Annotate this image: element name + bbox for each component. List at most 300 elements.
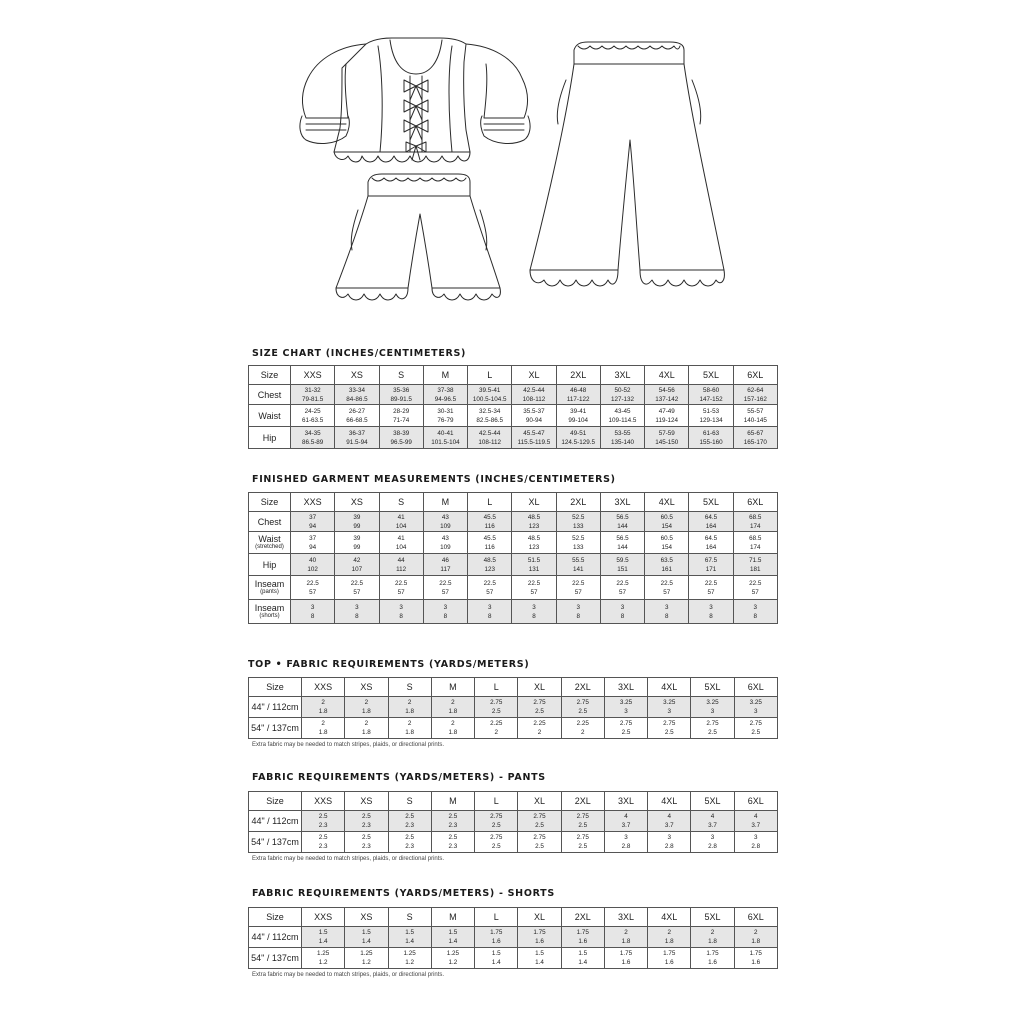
table-cell: [431, 718, 474, 739]
cell-values: [518, 949, 560, 967]
table-cell: [689, 427, 733, 449]
cell-values: [335, 603, 378, 621]
cell-values: [734, 603, 777, 621]
table-cell: [335, 385, 379, 405]
cm-value: 3.7: [751, 822, 761, 829]
inches-value: 1.5: [491, 950, 501, 957]
cm-value: 86.5-89: [301, 438, 324, 446]
cell-values: [380, 407, 423, 425]
table-cell: [561, 697, 604, 718]
cm-value: 1.8: [318, 729, 328, 736]
inches-value: 2.75: [490, 834, 503, 841]
cell-values: [645, 603, 688, 621]
inches-value: 51.5: [527, 556, 541, 564]
inches-value: 2.5: [362, 813, 371, 820]
inches-value: 2.75: [619, 720, 633, 727]
cm-value: 1.8: [621, 938, 631, 945]
size-column-header: XL: [518, 678, 561, 697]
cell-values: [605, 812, 647, 830]
cm-value: 131: [528, 565, 540, 573]
cell-values: [424, 407, 467, 425]
inches-value: 45.5-47: [523, 429, 545, 437]
inches-value: 48.5: [527, 513, 541, 521]
row-label-text: 54" / 137cm: [251, 723, 299, 733]
row-label-sub: (shorts): [259, 613, 280, 619]
table-cell: [600, 532, 644, 554]
size-column-header: 2XL: [561, 678, 604, 697]
cm-value: 119-124: [655, 416, 679, 424]
table-cell: [388, 832, 431, 853]
inches-value: 50-52: [614, 386, 631, 394]
size-header-label: Size: [249, 678, 302, 697]
cm-value: 2.5: [578, 843, 588, 850]
table-row: [249, 554, 778, 576]
cell-values: [605, 833, 647, 851]
cell-values: [380, 386, 423, 404]
table-row: [249, 427, 778, 449]
cm-value: 8: [709, 612, 713, 620]
inches-value: 3: [310, 603, 315, 611]
size-column-header: 5XL: [689, 366, 733, 385]
cm-value: 174: [750, 522, 761, 530]
cell-values: [389, 719, 431, 737]
table-cell: [379, 405, 423, 427]
cell-values: [468, 534, 511, 552]
row-label: [249, 554, 291, 576]
inches-value: 1.75: [619, 950, 633, 957]
table-cell: [468, 427, 512, 449]
inches-value: 41: [397, 513, 405, 521]
inches-value: 60.5: [660, 513, 673, 521]
table-cell: [423, 554, 467, 576]
cm-value: 8: [399, 612, 403, 620]
inches-value: 37: [309, 534, 317, 542]
size-column-header: L: [468, 493, 512, 512]
inches-value: 22.5: [350, 579, 364, 587]
inches-value: 68.5: [749, 534, 762, 542]
table-cell: [645, 405, 689, 427]
inches-value: 56.5: [616, 513, 629, 521]
table-cell: [388, 718, 431, 739]
inches-value: 22.5: [483, 579, 496, 587]
cm-value: 102: [307, 565, 318, 573]
cell-values: [512, 407, 555, 425]
cell-values: [562, 833, 604, 851]
cell-values: [345, 719, 387, 737]
size-column-header: 6XL: [733, 366, 777, 385]
inches-value: 22.5: [439, 579, 452, 587]
cell-values: [648, 949, 690, 967]
cm-value: 109-114.5: [608, 416, 637, 424]
size-column-header: XXS: [302, 908, 345, 927]
table-cell: [512, 427, 556, 449]
cm-value: 144: [617, 522, 628, 530]
inches-value: 40-41: [437, 429, 454, 437]
cm-value: 100.5-104.5: [472, 395, 507, 403]
table-cell: [600, 576, 644, 600]
cell-values: [345, 812, 387, 830]
cm-value: 91.5-94: [346, 438, 368, 446]
cell-values: [734, 407, 777, 425]
cm-value: 164: [705, 522, 717, 530]
section-title: TOP • FABRIC REQUIREMENTS (YARDS/METERS): [248, 659, 530, 670]
cell-values: [557, 429, 600, 447]
inches-value: 1.5: [578, 950, 588, 957]
cell-values: [345, 928, 387, 946]
table-row: [249, 927, 778, 948]
size-column-header: XL: [518, 792, 561, 811]
inches-value: 1.75: [706, 950, 719, 957]
cm-value: 8: [310, 612, 315, 620]
cm-value: 108-112: [478, 438, 502, 446]
inches-value: 2: [364, 699, 369, 706]
inches-value: 64.5: [704, 534, 718, 542]
cell-values: [512, 386, 555, 404]
cell-values: [475, 698, 517, 716]
cm-value: 94-96.5: [434, 395, 457, 403]
inches-value: 42.5-44: [479, 429, 501, 437]
inches-value: 2: [407, 720, 412, 727]
cm-value: 164: [705, 543, 717, 551]
cell-values: [380, 556, 423, 574]
measurement-table: [248, 492, 778, 624]
inches-value: 44: [397, 556, 405, 564]
inches-value: 1.5: [448, 929, 458, 936]
cell-values: [691, 833, 733, 851]
row-label: [249, 718, 302, 739]
row-label: [249, 576, 291, 600]
table-cell: [291, 385, 335, 405]
size-column-header: L: [475, 792, 518, 811]
table-cell: [600, 427, 644, 449]
table-cell: [475, 948, 518, 969]
table-cell: [388, 697, 431, 718]
cell-values: [691, 698, 733, 716]
table-cell: [302, 832, 345, 853]
table-cell: [345, 948, 388, 969]
inches-value: 2: [407, 699, 412, 706]
cell-values: [432, 719, 474, 737]
table-cell: [604, 927, 647, 948]
inches-value: 1.75: [490, 929, 503, 936]
cell-values: [302, 698, 344, 716]
cm-value: 1.6: [708, 959, 717, 966]
table-cell: [468, 512, 512, 532]
cm-value: 57: [309, 588, 317, 596]
cm-value: 174: [750, 543, 761, 551]
size-column-header: S: [388, 792, 431, 811]
cm-value: 147-152: [699, 395, 723, 403]
inches-value: 2: [321, 699, 325, 706]
size-column-header: M: [431, 792, 474, 811]
inches-value: 2: [624, 929, 628, 936]
cm-value: 57: [574, 588, 582, 596]
size-column-header: XXS: [302, 792, 345, 811]
cell-values: [468, 556, 511, 574]
cm-value: 2.8: [664, 843, 674, 850]
table-cell: [291, 554, 335, 576]
cell-values: [380, 429, 423, 447]
inches-value: 30-31: [437, 407, 454, 415]
cell-values: [689, 386, 732, 404]
size-column-header: L: [468, 366, 512, 385]
table-cell: [431, 697, 474, 718]
table-cell: [291, 427, 335, 449]
cm-value: 135-140: [610, 438, 635, 446]
table-cell: [733, 385, 777, 405]
inches-value: 22.5: [527, 579, 541, 587]
cm-value: 8: [487, 612, 492, 620]
table-cell: [556, 576, 600, 600]
table-cell: [291, 405, 335, 427]
cell-values: [689, 556, 732, 574]
inches-value: 3.25: [619, 699, 633, 706]
cell-values: [518, 928, 560, 946]
table-cell: [645, 576, 689, 600]
inches-value: 28-29: [393, 407, 410, 415]
table-cell: [556, 532, 600, 554]
inches-value: 2: [710, 929, 715, 936]
table-cell: [648, 811, 691, 832]
inches-value: 39.5-41: [479, 386, 501, 394]
table-cell: [734, 927, 777, 948]
table-cell: [475, 832, 518, 853]
table-header-row: [249, 792, 778, 811]
table-cell: [556, 385, 600, 405]
cm-value: 2.3: [448, 843, 458, 850]
cell-values: [562, 949, 604, 967]
cm-value: 57: [486, 588, 494, 596]
cell-values: [475, 719, 517, 737]
cell-values: [468, 579, 511, 597]
row-label: [249, 405, 291, 427]
table-cell: [468, 576, 512, 600]
size-column-header: XS: [335, 493, 379, 512]
cm-value: 2.3: [362, 843, 371, 850]
inches-value: 38-39: [393, 429, 410, 437]
inches-value: 2.75: [663, 720, 676, 727]
inches-value: 42: [353, 556, 361, 564]
size-column-header: 3XL: [604, 678, 647, 697]
cm-value: 115.5-119.5: [517, 438, 551, 446]
inches-value: 34-35: [304, 429, 321, 437]
table-cell: [379, 512, 423, 532]
table-cell: [335, 405, 379, 427]
cell-values: [291, 513, 334, 531]
table-cell: [468, 532, 512, 554]
size-column-header: XS: [345, 678, 388, 697]
table-cell: [423, 512, 467, 532]
cm-value: 137-142: [655, 395, 679, 403]
inches-value: 2.75: [490, 813, 503, 820]
cell-values: [689, 513, 732, 531]
cell-values: [424, 429, 467, 447]
cell-values: [691, 719, 733, 737]
size-header-label: Size: [249, 493, 291, 512]
table-cell: [518, 948, 561, 969]
cm-value: 151: [617, 565, 628, 573]
size-column-header: L: [475, 908, 518, 927]
table-cell: [388, 948, 431, 969]
cm-value: 157-162: [743, 395, 767, 403]
table-cell: [556, 405, 600, 427]
table-cell: [518, 927, 561, 948]
cm-value: 1.6: [535, 938, 544, 945]
table-cell: [512, 405, 556, 427]
size-column-header: 4XL: [648, 908, 691, 927]
cell-values: [335, 579, 378, 597]
cell-values: [432, 812, 474, 830]
table-cell: [431, 832, 474, 853]
cell-values: [432, 949, 474, 967]
inches-value: 2.25: [490, 720, 503, 727]
cm-value: 117: [440, 565, 451, 573]
table-cell: [689, 385, 733, 405]
table-cell: [345, 718, 388, 739]
cell-values: [557, 513, 600, 531]
cm-value: 161: [661, 565, 673, 573]
cell-values: [691, 812, 733, 830]
inches-value: 2: [451, 720, 455, 727]
cm-value: 124.5-129.5: [561, 438, 596, 446]
inches-value: 2: [364, 720, 369, 727]
inches-value: 47-49: [658, 407, 675, 415]
cm-value: 1.6: [621, 959, 631, 966]
cell-values: [468, 513, 511, 531]
inches-value: 3: [753, 603, 758, 611]
table-cell: [648, 718, 691, 739]
inches-value: 48.5: [483, 556, 496, 564]
inches-value: 4: [710, 813, 715, 820]
cm-value: 127-132: [610, 395, 635, 403]
cell-values: [302, 719, 344, 737]
cm-value: 123: [528, 543, 540, 551]
cell-values: [424, 579, 467, 597]
cell-values: [557, 603, 600, 621]
cm-value: 3: [754, 708, 758, 715]
cell-values: [432, 928, 474, 946]
inches-value: 43-45: [614, 407, 631, 415]
inches-value: 2.5: [362, 834, 371, 841]
inches-value: 22.5: [704, 579, 718, 587]
cm-value: 2.5: [535, 822, 544, 829]
inches-value: 1.5: [405, 929, 415, 936]
table-cell: [689, 532, 733, 554]
table-cell: [512, 532, 556, 554]
cell-values: [518, 698, 560, 716]
table-cell: [379, 554, 423, 576]
cell-values: [291, 534, 334, 552]
cm-value: 1.8: [405, 729, 415, 736]
row-label: [249, 427, 291, 449]
cell-values: [648, 812, 690, 830]
cm-value: 1.8: [708, 938, 717, 945]
cell-values: [468, 407, 511, 425]
inches-value: 1.25: [317, 950, 330, 957]
cell-values: [601, 603, 644, 621]
size-column-header: XXS: [291, 493, 335, 512]
table-header-row: [249, 493, 778, 512]
cm-value: 133: [572, 543, 584, 551]
inches-value: 46: [441, 556, 449, 564]
inches-value: 2.75: [576, 834, 589, 841]
cell-values: [424, 556, 467, 574]
garment-illustrations: [0, 0, 1024, 330]
inches-value: 3.25: [706, 699, 719, 706]
inches-value: 3: [754, 834, 758, 841]
cm-value: 155-160: [699, 438, 723, 446]
table-cell: [302, 811, 345, 832]
measurement-table: [248, 365, 778, 449]
table-cell: [512, 554, 556, 576]
row-label-text: Waist: [258, 410, 281, 421]
cell-values: [562, 812, 604, 830]
cm-value: 2.5: [708, 729, 717, 736]
table-row: [249, 385, 778, 405]
table-cell: [512, 576, 556, 600]
inches-value: 2.5: [318, 834, 328, 841]
row-label: [249, 927, 302, 948]
inches-value: 3: [624, 834, 628, 841]
inches-value: 3: [709, 603, 713, 611]
table-row: [249, 811, 778, 832]
inches-value: 2.75: [533, 699, 546, 706]
table-cell: [561, 718, 604, 739]
cm-value: 2.3: [405, 822, 415, 829]
cell-values: [518, 719, 560, 737]
cell-values: [562, 698, 604, 716]
cell-values: [389, 812, 431, 830]
cell-values: [468, 386, 511, 404]
cell-values: [345, 949, 387, 967]
cm-value: 79-81.5: [301, 395, 324, 403]
cell-values: [689, 579, 732, 597]
table-cell: [689, 512, 733, 532]
cell-values: [735, 928, 777, 946]
cell-values: [648, 719, 690, 737]
table-cell: [302, 948, 345, 969]
inches-value: 51-53: [702, 407, 720, 415]
cell-values: [335, 556, 378, 574]
size-column-header: 3XL: [600, 493, 644, 512]
row-label: [249, 600, 291, 624]
size-column-header: S: [388, 908, 431, 927]
cell-values: [335, 429, 378, 447]
table-cell: [388, 927, 431, 948]
size-header-label: Size: [249, 792, 302, 811]
table-cell: [734, 832, 777, 853]
fabric-note: Extra fabric may be needed to match stripes, plaids, or directional prints.: [252, 972, 445, 978]
cm-value: 90-94: [525, 416, 543, 424]
cm-value: 8: [532, 612, 536, 620]
table-cell: [689, 554, 733, 576]
table-cell: [733, 600, 777, 624]
inches-value: 55-57: [747, 407, 764, 415]
cm-value: 2.5: [535, 843, 544, 850]
table-row: [249, 532, 778, 554]
size-column-header: 2XL: [556, 366, 600, 385]
table-row: [249, 832, 778, 853]
cell-values: [424, 534, 467, 552]
cm-value: 57: [707, 588, 715, 596]
inches-value: 2: [754, 929, 758, 936]
cm-value: 1.2: [362, 959, 371, 966]
cm-value: 116: [484, 522, 495, 530]
size-header-label: Size: [249, 366, 291, 385]
cell-values: [562, 928, 604, 946]
cell-values: [734, 556, 777, 574]
cm-value: 2.5: [621, 729, 631, 736]
